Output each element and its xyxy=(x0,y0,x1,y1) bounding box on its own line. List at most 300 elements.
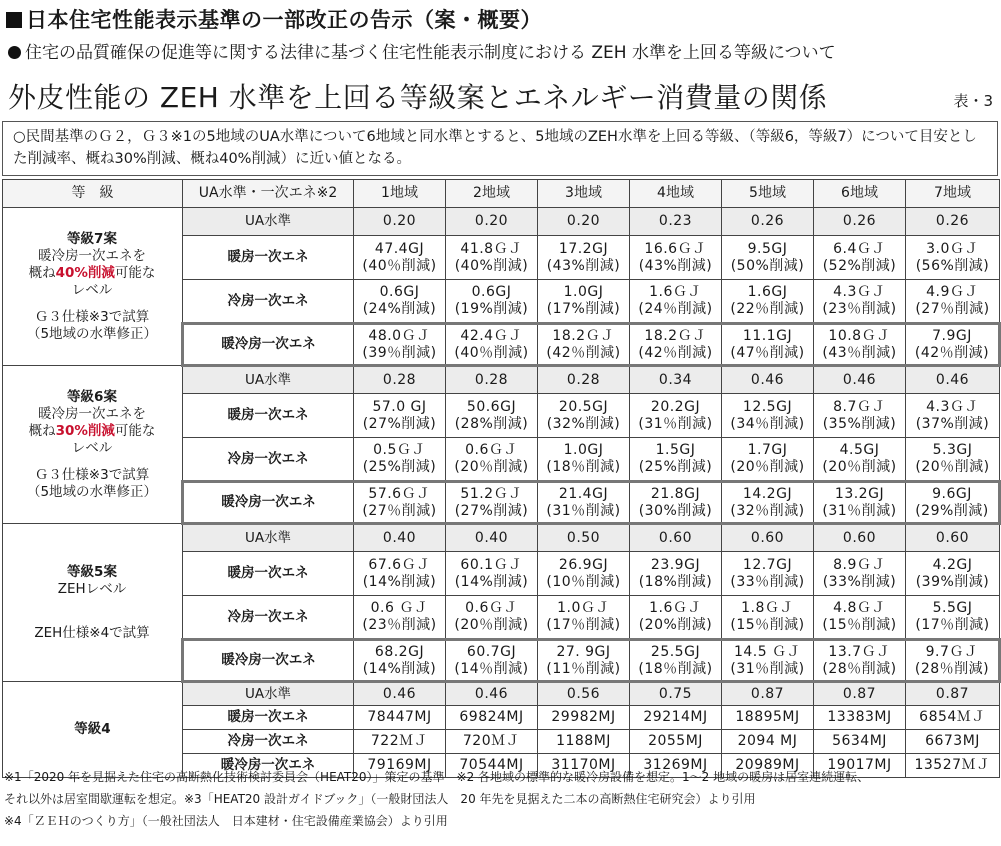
ua-value: 0.20 xyxy=(354,208,446,236)
value-cell xyxy=(538,482,630,524)
reduction-rate: (24％削減) xyxy=(638,301,713,317)
reduction-rate: (27％削減) xyxy=(915,301,990,317)
energy-value: 29214MJ xyxy=(630,706,722,730)
value-cell xyxy=(906,552,1000,596)
reduction-rate: (43％削減) xyxy=(822,344,897,361)
energy-value: 11.1GJ xyxy=(742,327,793,344)
value-cell xyxy=(722,482,814,524)
reduction-rate: (20％削減) xyxy=(730,459,805,475)
value-cell xyxy=(446,596,538,640)
energy-value: 60.1ＧＪ xyxy=(460,556,523,573)
calc-basis: ZEH仕様※4で試算 xyxy=(34,624,150,641)
value-cell xyxy=(446,394,538,438)
grade-desc xyxy=(3,265,181,282)
reduction-rate: (23％削減) xyxy=(362,617,437,633)
header-region-2: 2地域 xyxy=(446,180,538,208)
ua-value: 0.23 xyxy=(630,208,722,236)
energy-value: 8.9ＧＪ xyxy=(833,556,886,573)
reduction-rate: (19%削減) xyxy=(454,301,529,317)
energy-value: 0.6ＧＪ xyxy=(465,600,518,616)
energy-value: 9.7ＧＪ xyxy=(925,643,979,660)
energy-value: 9.6GJ xyxy=(932,485,972,502)
row-label-cool: 冷房一次エネ xyxy=(183,596,354,640)
energy-value: 0.6ＧＪ xyxy=(465,442,518,458)
energy-value: 31170MJ xyxy=(538,754,630,778)
grade-cell xyxy=(3,682,183,778)
value-cell xyxy=(722,640,814,682)
reduction-rate: (20%削減) xyxy=(638,617,713,633)
energy-value: 4.9ＧＪ xyxy=(926,284,979,300)
value-cell xyxy=(722,236,814,280)
page-title xyxy=(6,4,542,34)
reduction-rate: (25%削減) xyxy=(362,459,437,475)
reduction-rate: (24%削減) xyxy=(362,301,437,317)
energy-value: 0.6GJ xyxy=(379,284,420,300)
calc-basis: Ｇ３仕様※3で試算 xyxy=(34,466,150,483)
energy-value: 8.7ＧＪ xyxy=(833,398,886,415)
reduction-rate: (34％削減) xyxy=(730,415,805,432)
energy-value: 13.2GJ xyxy=(834,485,885,502)
energy-value: 14.2GJ xyxy=(742,485,793,502)
note-box: ○民間基準のＧ２，Ｇ３※1の5地域のUA水準について6地域と同水準とすると、5地域のZEH水準を上回る等級、（等級6，等級7）について目安とした削減率、概ね30%削減、概ね40%削減）に近い値となる。 xyxy=(2,121,998,176)
energy-value: 0.56 xyxy=(538,682,630,706)
energy-value: 31269MJ xyxy=(630,754,722,778)
reduction-rate: (39%削減) xyxy=(915,573,990,590)
value-cell xyxy=(446,552,538,596)
value-cell xyxy=(630,438,722,482)
value-cell xyxy=(354,236,446,280)
header-region-7: 7地域 xyxy=(906,180,1000,208)
ua-value: 0.60 xyxy=(906,524,1000,552)
value-cell xyxy=(906,394,1000,438)
reduction-rate: (18％削減) xyxy=(546,459,621,475)
ua-value: 0.20 xyxy=(446,208,538,236)
energy-value: 0.87 xyxy=(722,682,814,706)
subtitle-text: 住宅の品質確保の促進等に関する法律に基づく住宅性能表示制度における ZEH 水準を上回る等級について xyxy=(25,43,836,63)
energy-value: 50.6GJ xyxy=(466,398,517,415)
calc-basis-note: （5地域の水準修正） xyxy=(26,483,158,500)
grade-desc: レベル xyxy=(71,439,113,456)
footnote-line: それ以外は居室間歇運転を想定。※3「HEAT20 設計ガイドブック」（一般財団法人 20 年先を見据えた二本の高断熱住宅研究会）より引用 xyxy=(4,792,756,806)
row-label-ua: UA水準 xyxy=(183,366,354,394)
energy-value: 722ＭＪ xyxy=(354,730,446,754)
header-region-1: 1地域 xyxy=(354,180,446,208)
value-cell xyxy=(538,552,630,596)
reduction-rate: (42％削減) xyxy=(914,344,990,361)
value-cell xyxy=(446,324,538,366)
reduction-rate: (15％削減) xyxy=(822,617,897,633)
grade-name: 等級7案 xyxy=(67,230,117,247)
grade-desc: 暖冷房一次エネを xyxy=(38,405,146,422)
ua-value: 0.26 xyxy=(906,208,1000,236)
energy-value: 2055MJ xyxy=(630,730,722,754)
energy-value: 26.9GJ xyxy=(558,556,609,573)
energy-value: 12.7GJ xyxy=(742,556,793,573)
reduction-rate: (17％削減) xyxy=(546,617,621,633)
reduction-rate: (31％削減) xyxy=(730,660,805,677)
ua-row xyxy=(3,366,1000,394)
ua-value: 0.28 xyxy=(354,366,446,394)
row-label-total: 暖冷房一次エネ xyxy=(183,324,354,366)
footnotes xyxy=(4,766,999,832)
energy-value: 1.6ＧＪ xyxy=(649,284,702,300)
value-cell xyxy=(722,394,814,438)
grade-desc-pre: 概ね xyxy=(28,422,56,439)
value-cell xyxy=(354,438,446,482)
reduction-rate: (25%削減) xyxy=(638,459,713,475)
value-cell xyxy=(538,394,630,438)
header-ua: UA水準・一次エネ※2 xyxy=(183,180,354,208)
value-cell xyxy=(814,280,906,324)
value-cell xyxy=(354,280,446,324)
value-cell xyxy=(722,438,814,482)
energy-value: 23.9GJ xyxy=(650,556,701,573)
value-cell xyxy=(630,324,722,366)
value-cell xyxy=(906,324,1000,366)
value-cell xyxy=(354,482,446,524)
ua-value: 0.34 xyxy=(630,366,722,394)
energy-value: 18.2ＧＪ xyxy=(552,327,615,344)
reduction-rate: (40%削減) xyxy=(454,257,529,274)
reduction-target: 30%削減 xyxy=(55,422,115,439)
reduction-rate: (27%削減) xyxy=(362,415,437,432)
energy-value: 1.8ＧＪ xyxy=(741,600,794,616)
grade-desc-spacer xyxy=(3,299,181,309)
energy-value: 4.3ＧＪ xyxy=(833,284,886,300)
value-cell xyxy=(906,640,1000,682)
energy-value: 5.3GJ xyxy=(932,442,973,458)
ua-value: 0.60 xyxy=(722,524,814,552)
value-cell xyxy=(446,640,538,682)
value-cell xyxy=(630,596,722,640)
reduction-rate: (35%削減) xyxy=(822,415,897,432)
value-cell xyxy=(906,482,1000,524)
energy-value: 42.4ＧＪ xyxy=(460,327,523,344)
ua-value: 0.46 xyxy=(814,366,906,394)
reduction-rate: (14%削減) xyxy=(454,573,529,590)
grade-name: 等級5案 xyxy=(67,563,117,580)
grade-desc-post: 可能な xyxy=(114,422,156,439)
reduction-rate: (30%削減) xyxy=(638,502,713,519)
reduction-rate: (39％削減) xyxy=(362,344,437,361)
header-region-4: 4地域 xyxy=(630,180,722,208)
reduction-rate: (29%削減) xyxy=(915,502,989,519)
reduction-rate: (20％削減) xyxy=(454,617,529,633)
energy-value: 1.0ＧＪ xyxy=(557,600,610,616)
reduction-rate: (20％削減) xyxy=(915,459,990,475)
reduction-rate: (15％削減) xyxy=(730,617,805,633)
energy-value: 14.5 ＧＪ xyxy=(733,643,802,660)
row-label-ua: UA水準 xyxy=(183,682,354,706)
energy-value: 48.0ＧＪ xyxy=(368,327,431,344)
ua-value: 0.60 xyxy=(630,524,722,552)
ua-value: 0.26 xyxy=(814,208,906,236)
grade-desc: ZEHレベル xyxy=(57,580,127,597)
energy-value: 20.5GJ xyxy=(558,398,609,415)
energy-value: 4.2GJ xyxy=(932,556,973,573)
header-grade: 等 級 xyxy=(3,180,183,208)
value-cell xyxy=(722,552,814,596)
ua-value: 0.40 xyxy=(354,524,446,552)
value-cell xyxy=(814,596,906,640)
reduction-rate: (42％削減) xyxy=(546,344,621,361)
energy-value: 41.8ＧＪ xyxy=(460,240,523,257)
reduction-rate: (18%削減) xyxy=(638,573,713,590)
energy-value: 17.2GJ xyxy=(558,240,609,257)
reduction-rate: (22％削減) xyxy=(730,301,805,317)
value-cell xyxy=(722,596,814,640)
value-cell xyxy=(722,324,814,366)
reduction-rate: (27%削減) xyxy=(454,502,529,519)
value-cell xyxy=(538,596,630,640)
footnote-line: ※1「2020 年を見据えた住宅の高断熱化技術検討委員会（HEAT20）」策定の基準 ※2 各地域の標準的な暖冷房設備を想定。1〜2 地域の暖房は居室連続運転、 xyxy=(4,770,870,784)
value-cell xyxy=(906,596,1000,640)
value-cell xyxy=(906,236,1000,280)
reduction-rate: (43%削減) xyxy=(638,257,713,274)
value-cell xyxy=(538,280,630,324)
energy-value: 68.2GJ xyxy=(374,643,425,660)
energy-value: 12.5GJ xyxy=(742,398,793,415)
ua-value: 0.28 xyxy=(538,366,630,394)
ua-value: 0.28 xyxy=(446,366,538,394)
energy-value: 6.4ＧＪ xyxy=(833,240,886,257)
energy-value: 19017MJ xyxy=(814,754,906,778)
value-cell xyxy=(538,640,630,682)
grade-cell xyxy=(3,208,183,366)
energy-value: 60.7GJ xyxy=(466,643,517,660)
circle-bullet-icon xyxy=(8,46,21,59)
value-cell xyxy=(630,640,722,682)
row-label-heat: 暖房一次エネ xyxy=(183,552,354,596)
energy-value: 5634MJ xyxy=(814,730,906,754)
energy-value: 1.5GJ xyxy=(655,442,696,458)
energy-value: 1.6ＧＪ xyxy=(649,600,702,616)
reduction-rate: (50%削減) xyxy=(730,257,805,274)
grade-desc-pre: 概ね xyxy=(28,264,56,281)
energy-value: 79169MJ xyxy=(354,754,446,778)
value-cell xyxy=(538,324,630,366)
energy-value: 13383MJ xyxy=(814,706,906,730)
energy-value: 47.4GJ xyxy=(374,240,425,257)
value-cell xyxy=(814,552,906,596)
reduction-rate: (47％削減) xyxy=(730,344,805,361)
energy-value: 70544MJ xyxy=(446,754,538,778)
reduction-rate: (23％削減) xyxy=(822,301,897,317)
ua-value: 0.46 xyxy=(722,366,814,394)
energy-value: 18.2ＧＪ xyxy=(644,327,707,344)
grade-desc: 暖冷房一次エネを xyxy=(38,247,146,264)
value-cell xyxy=(630,394,722,438)
grade-desc-spacer xyxy=(3,457,181,467)
grade-name: 等級6案 xyxy=(67,388,117,405)
reduction-rate: (17％削減) xyxy=(915,617,990,633)
ua-row xyxy=(3,524,1000,552)
value-cell xyxy=(354,640,446,682)
energy-value: 1.7GJ xyxy=(747,442,788,458)
ua-value: 0.46 xyxy=(906,366,1000,394)
ua-row xyxy=(3,208,1000,236)
energy-value: 13527ＭＪ xyxy=(906,754,1000,778)
energy-value: 21.8GJ xyxy=(650,485,701,502)
energy-value: 0.6 ＧＪ xyxy=(370,600,429,616)
reduction-rate: (33%削減) xyxy=(822,573,897,590)
table-number: 表・3 xyxy=(953,92,993,110)
value-cell xyxy=(814,236,906,280)
reduction-rate: (40％削減) xyxy=(454,344,529,361)
ua-value: 0.50 xyxy=(538,524,630,552)
grade-cell xyxy=(3,524,183,682)
reduction-rate: (31％削減) xyxy=(822,502,897,519)
grade-desc-post: 可能な xyxy=(114,264,156,281)
value-cell xyxy=(906,438,1000,482)
reduction-rate: (56%削減) xyxy=(915,257,990,274)
energy-value: 25.5GJ xyxy=(650,643,701,660)
table-header-row xyxy=(3,180,1000,208)
value-cell xyxy=(354,596,446,640)
value-cell xyxy=(354,324,446,366)
ua-value: 0.20 xyxy=(538,208,630,236)
header-region-5: 5地域 xyxy=(722,180,814,208)
reduction-rate: (28%削減) xyxy=(454,415,529,432)
row-label-heat: 暖房一次エネ xyxy=(183,706,354,730)
energy-value: 57.0 GJ xyxy=(372,398,427,415)
energy-value: 5.5GJ xyxy=(932,600,973,616)
value-cell xyxy=(354,552,446,596)
reduction-rate: (14％削減) xyxy=(454,660,529,677)
row-label-cool: 冷房一次エネ xyxy=(183,438,354,482)
value-cell xyxy=(446,482,538,524)
energy-value: 78447MJ xyxy=(354,706,446,730)
value-cell xyxy=(906,280,1000,324)
energy-value: 29982MJ xyxy=(538,706,630,730)
energy-value: 4.8ＧＪ xyxy=(833,600,886,616)
grade4-ua-row xyxy=(3,682,1000,706)
grade-cell xyxy=(3,366,183,524)
calc-basis-note: （5地域の水準修正） xyxy=(26,325,158,342)
energy-value: 720ＭＪ xyxy=(446,730,538,754)
reduction-rate: (14%削減) xyxy=(362,660,437,677)
energy-table xyxy=(2,179,1001,778)
value-cell xyxy=(722,280,814,324)
reduction-rate: (10％削減) xyxy=(546,573,621,590)
reduction-rate: (32%削減) xyxy=(546,415,621,432)
row-label-cool: 冷房一次エネ xyxy=(183,730,354,754)
energy-value: 0.87 xyxy=(906,682,1000,706)
energy-value: 67.6ＧＪ xyxy=(368,556,431,573)
value-cell xyxy=(814,640,906,682)
energy-value: 51.2ＧＪ xyxy=(460,485,523,502)
ua-value: 0.26 xyxy=(722,208,814,236)
value-cell xyxy=(630,552,722,596)
reduction-rate: (27％削減) xyxy=(362,502,437,519)
energy-value: 57.6ＧＪ xyxy=(368,485,431,502)
energy-value: 0.5ＧＪ xyxy=(373,442,426,458)
reduction-rate: (20％削減) xyxy=(822,459,897,475)
value-cell xyxy=(538,438,630,482)
energy-value: 1188MJ xyxy=(538,730,630,754)
energy-value: 18895MJ xyxy=(722,706,814,730)
reduction-rate: (32％削減) xyxy=(730,502,805,519)
energy-value: 4.5GJ xyxy=(839,442,880,458)
reduction-rate: (20％削減) xyxy=(454,459,529,475)
energy-value: 1.0GJ xyxy=(563,284,604,300)
value-cell xyxy=(538,236,630,280)
grade-desc: レベル xyxy=(71,281,113,298)
energy-value: 27. 9GJ xyxy=(556,643,611,660)
energy-value: 0.46 xyxy=(446,682,538,706)
energy-value: 9.5GJ xyxy=(747,240,788,257)
energy-value: 20989MJ xyxy=(722,754,814,778)
ua-value: 0.40 xyxy=(446,524,538,552)
energy-value: 69824MJ xyxy=(446,706,538,730)
energy-value: 1.0GJ xyxy=(563,442,604,458)
energy-value: 21.4GJ xyxy=(558,485,609,502)
energy-value: 6673MJ xyxy=(906,730,1000,754)
energy-value: 6854ＭＪ xyxy=(906,706,1000,730)
reduction-rate: (33％削減) xyxy=(730,573,805,590)
reduction-rate: (28％削減) xyxy=(914,660,990,677)
energy-value: 0.87 xyxy=(814,682,906,706)
row-label-total: 暖冷房一次エネ xyxy=(183,640,354,682)
header-region-6: 6地域 xyxy=(814,180,906,208)
reduction-rate: (11％削減) xyxy=(546,660,621,677)
energy-value: 10.8ＧＪ xyxy=(828,327,891,344)
value-cell xyxy=(446,236,538,280)
reduction-rate: (31％削減) xyxy=(638,415,713,432)
energy-value: 1.6GJ xyxy=(747,284,788,300)
reduction-rate: (17%削減) xyxy=(546,301,621,317)
energy-value: 4.3ＧＪ xyxy=(926,398,979,415)
footnote-line: ※4「ＺＥＨのつくり方」（一般社団法人 日本建材・住宅設備産業協会）より引用 xyxy=(4,814,448,828)
section-heading: 外皮性能の ZEH 水準を上回る等級案とエネルギー消費量の関係 xyxy=(8,81,828,114)
grade-desc xyxy=(3,423,181,440)
reduction-rate: (14%削減) xyxy=(362,573,437,590)
energy-value: 7.9GJ xyxy=(932,327,972,344)
grade-desc-spacer xyxy=(3,615,181,625)
value-cell xyxy=(446,280,538,324)
energy-value: 16.6ＧＪ xyxy=(644,240,707,257)
energy-value: 3.0ＧＪ xyxy=(926,240,979,257)
reduction-rate: (43%削減) xyxy=(546,257,621,274)
energy-value: 0.6GJ xyxy=(471,284,512,300)
reduction-target: 40%削減 xyxy=(55,264,115,281)
grade-name: 等級4 xyxy=(74,721,111,737)
value-cell xyxy=(814,438,906,482)
row-label-ua: UA水準 xyxy=(183,208,354,236)
grade-desc-spacer xyxy=(3,598,181,615)
subtitle xyxy=(8,38,836,63)
energy-value: 2094 MJ xyxy=(722,730,814,754)
energy-value: 0.75 xyxy=(630,682,722,706)
value-cell xyxy=(814,482,906,524)
square-bullet-icon xyxy=(6,12,22,28)
reduction-rate: (42％削減) xyxy=(638,344,713,361)
reduction-rate: (28％削減) xyxy=(822,660,897,677)
reduction-rate: (40％削減) xyxy=(362,257,437,274)
value-cell xyxy=(354,394,446,438)
reduction-rate: (31％削減) xyxy=(546,502,621,519)
page-title-text: 日本住宅性能表示基準の一部改正の告示（案・概要） xyxy=(26,8,542,32)
row-label-total: 暖冷房一次エネ xyxy=(183,482,354,524)
header-region-3: 3地域 xyxy=(538,180,630,208)
value-cell xyxy=(630,280,722,324)
energy-value: 0.46 xyxy=(354,682,446,706)
reduction-rate: (52%削減) xyxy=(822,257,897,274)
row-label-ua: UA水準 xyxy=(183,524,354,552)
row-label-heat: 暖房一次エネ xyxy=(183,236,354,280)
row-label-cool: 冷房一次エネ xyxy=(183,280,354,324)
value-cell xyxy=(446,438,538,482)
